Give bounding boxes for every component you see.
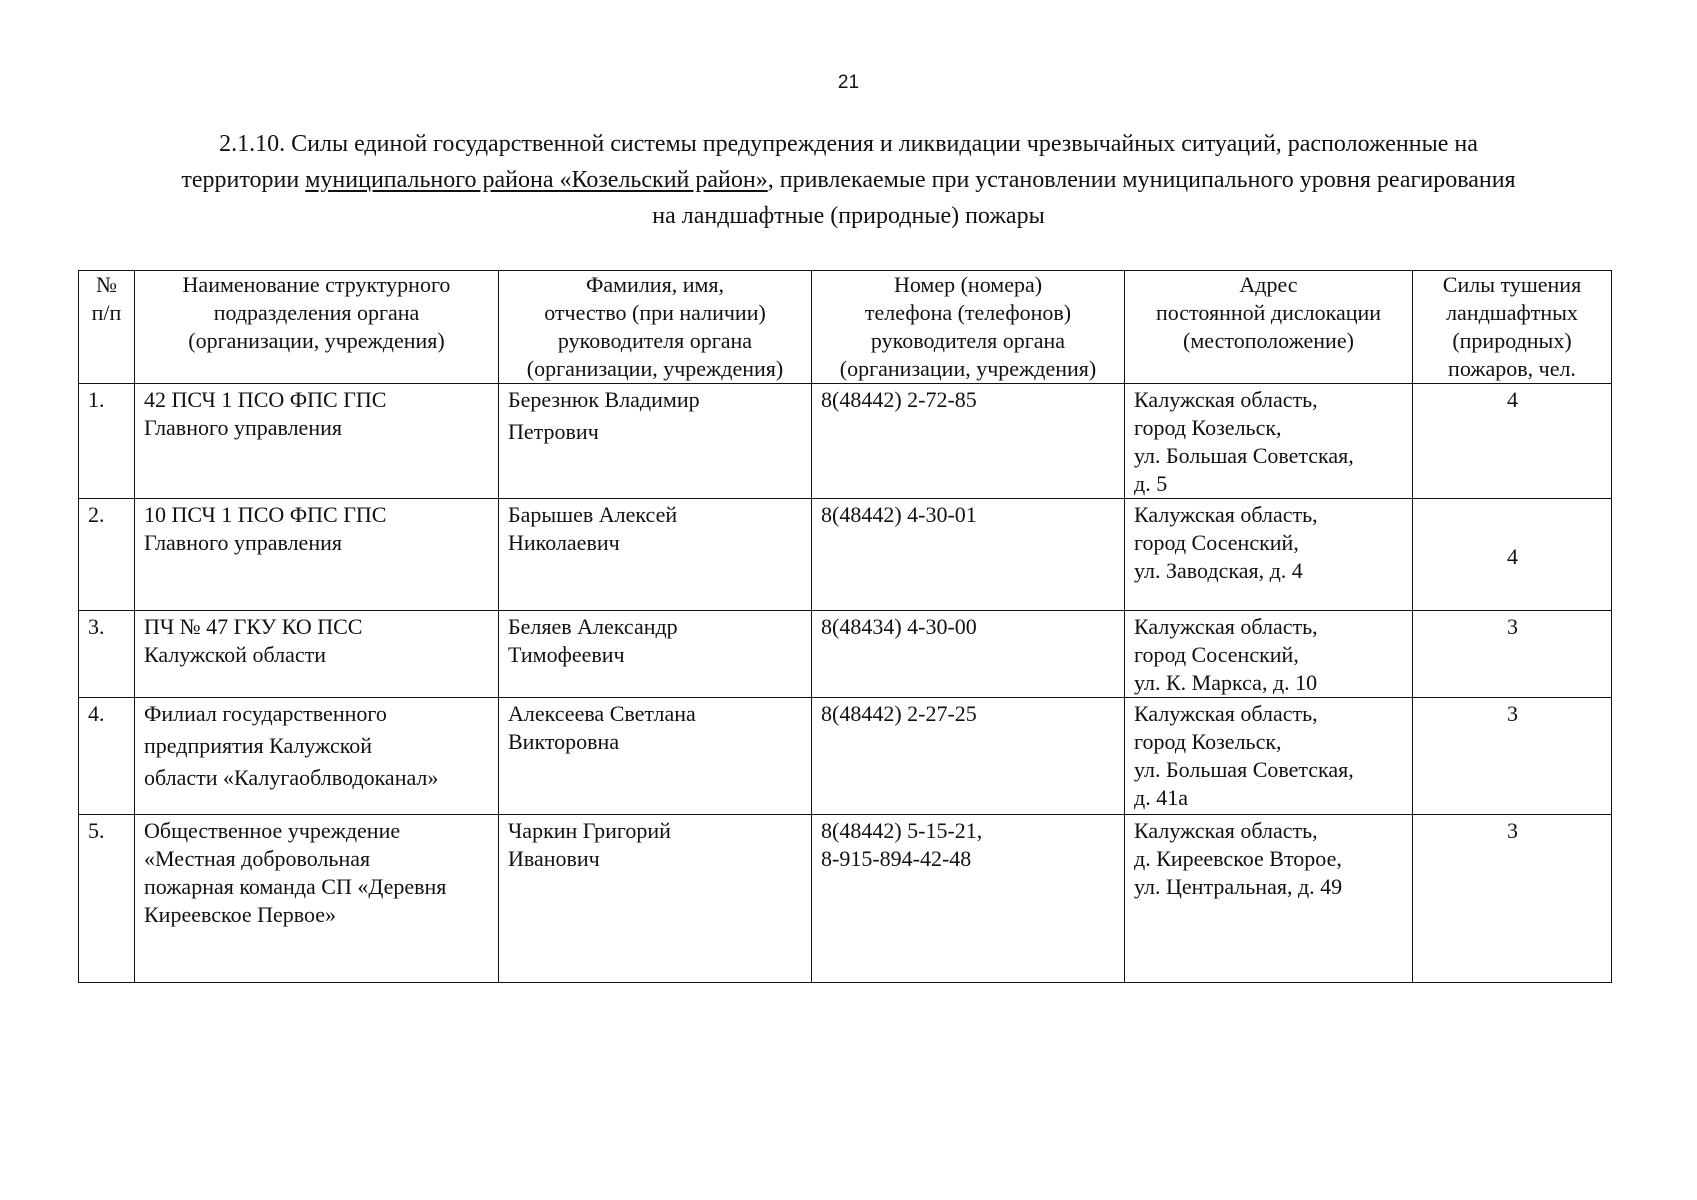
heading-line-1: 2.1.10. Силы единой государственной системы предупреждения и ликвидации чрезвычайных ситуаций, расположенные на (219, 131, 1478, 157)
heading-line-2 (95, 162, 1602, 198)
heading-district-name: муниципального района «Козельский район» (305, 167, 768, 193)
section-heading (95, 126, 1602, 234)
heading-line-2-suffix: , привлекаемые при установлении муниципального уровня реагирования (767, 167, 1516, 193)
cell-phone: 8(48442) 2-27-25 (812, 698, 1125, 815)
table-row (79, 499, 1612, 611)
cell-address: Калужская область, город Козельск, ул. Большая Советская, д. 5 (1125, 384, 1413, 499)
cell-head-name: Березнюк Владимир Петрович (499, 384, 812, 499)
cell-number: 1. (79, 384, 135, 499)
page-number: 21 (837, 72, 860, 93)
cell-number: 4. (79, 698, 135, 815)
cell-unit-name: Общественное учреждение «Местная добровольная пожарная команда СП «Деревня Киреевское Первое» (135, 815, 499, 983)
cell-address: Калужская область, д. Киреевское Второе, ул. Центральная, д. 49 (1125, 815, 1413, 983)
cell-head-name: Алексеева Светлана Викторовна (499, 698, 812, 815)
cell-force: 4 (1413, 384, 1612, 499)
cell-unit-name: 10 ПСЧ 1 ПСО ФПС ГПС Главного управления (135, 499, 499, 611)
cell-unit-name: ПЧ № 47 ГКУ КО ПСС Калужской области (135, 611, 499, 698)
header-force: Силы тушения ландшафтных (природных) пожаров, чел. (1413, 271, 1612, 384)
cell-head-name: Беляев Александр Тимофеевич (499, 611, 812, 698)
forces-table (78, 270, 1612, 983)
table-row (79, 698, 1612, 815)
header-number: № п/п (79, 271, 135, 384)
heading-line-2-prefix: территории (181, 167, 306, 193)
header-phone: Номер (номера) телефона (телефонов) руководителя органа (организации, учреждения) (812, 271, 1125, 384)
cell-address: Калужская область, город Козельск, ул. Большая Советская, д. 41а (1125, 698, 1413, 815)
table-row (79, 384, 1612, 499)
cell-force: 3 (1413, 698, 1612, 815)
cell-number: 3. (79, 611, 135, 698)
header-head-name: Фамилия, имя, отчество (при наличии) руководителя органа (организации, учреждения) (499, 271, 812, 384)
header-unit-name: Наименование структурного подразделения органа (организации, учреждения) (135, 271, 499, 384)
cell-phone: 8(48442) 5-15-21, 8-915-894-42-48 (812, 815, 1125, 983)
table-header-row (79, 271, 1612, 384)
cell-phone: 8(48434) 4-30-00 (812, 611, 1125, 698)
cell-unit-name: Филиал государственного предприятия Калужской области «Калугаоблводоканал» (135, 698, 499, 815)
cell-force: 3 (1413, 611, 1612, 698)
table-row (79, 815, 1612, 983)
cell-number: 2. (79, 499, 135, 611)
heading-line-3: на ландшафтные (природные) пожары (652, 203, 1045, 229)
cell-force: 4 (1413, 499, 1612, 611)
cell-unit-name: 42 ПСЧ 1 ПСО ФПС ГПС Главного управления (135, 384, 499, 499)
cell-phone: 8(48442) 2-72-85 (812, 384, 1125, 499)
cell-head-name: Барышев Алексей Николаевич (499, 499, 812, 611)
cell-phone: 8(48442) 4-30-01 (812, 499, 1125, 611)
cell-head-name: Чаркин Григорий Иванович (499, 815, 812, 983)
cell-number: 5. (79, 815, 135, 983)
header-address: Адрес постоянной дислокации (местоположение) (1125, 271, 1413, 384)
cell-force: 3 (1413, 815, 1612, 983)
cell-address: Калужская область, город Сосенский, ул. К. Маркса, д. 10 (1125, 611, 1413, 698)
cell-address: Калужская область, город Сосенский, ул. Заводская, д. 4 (1125, 499, 1413, 611)
table-row (79, 611, 1612, 698)
